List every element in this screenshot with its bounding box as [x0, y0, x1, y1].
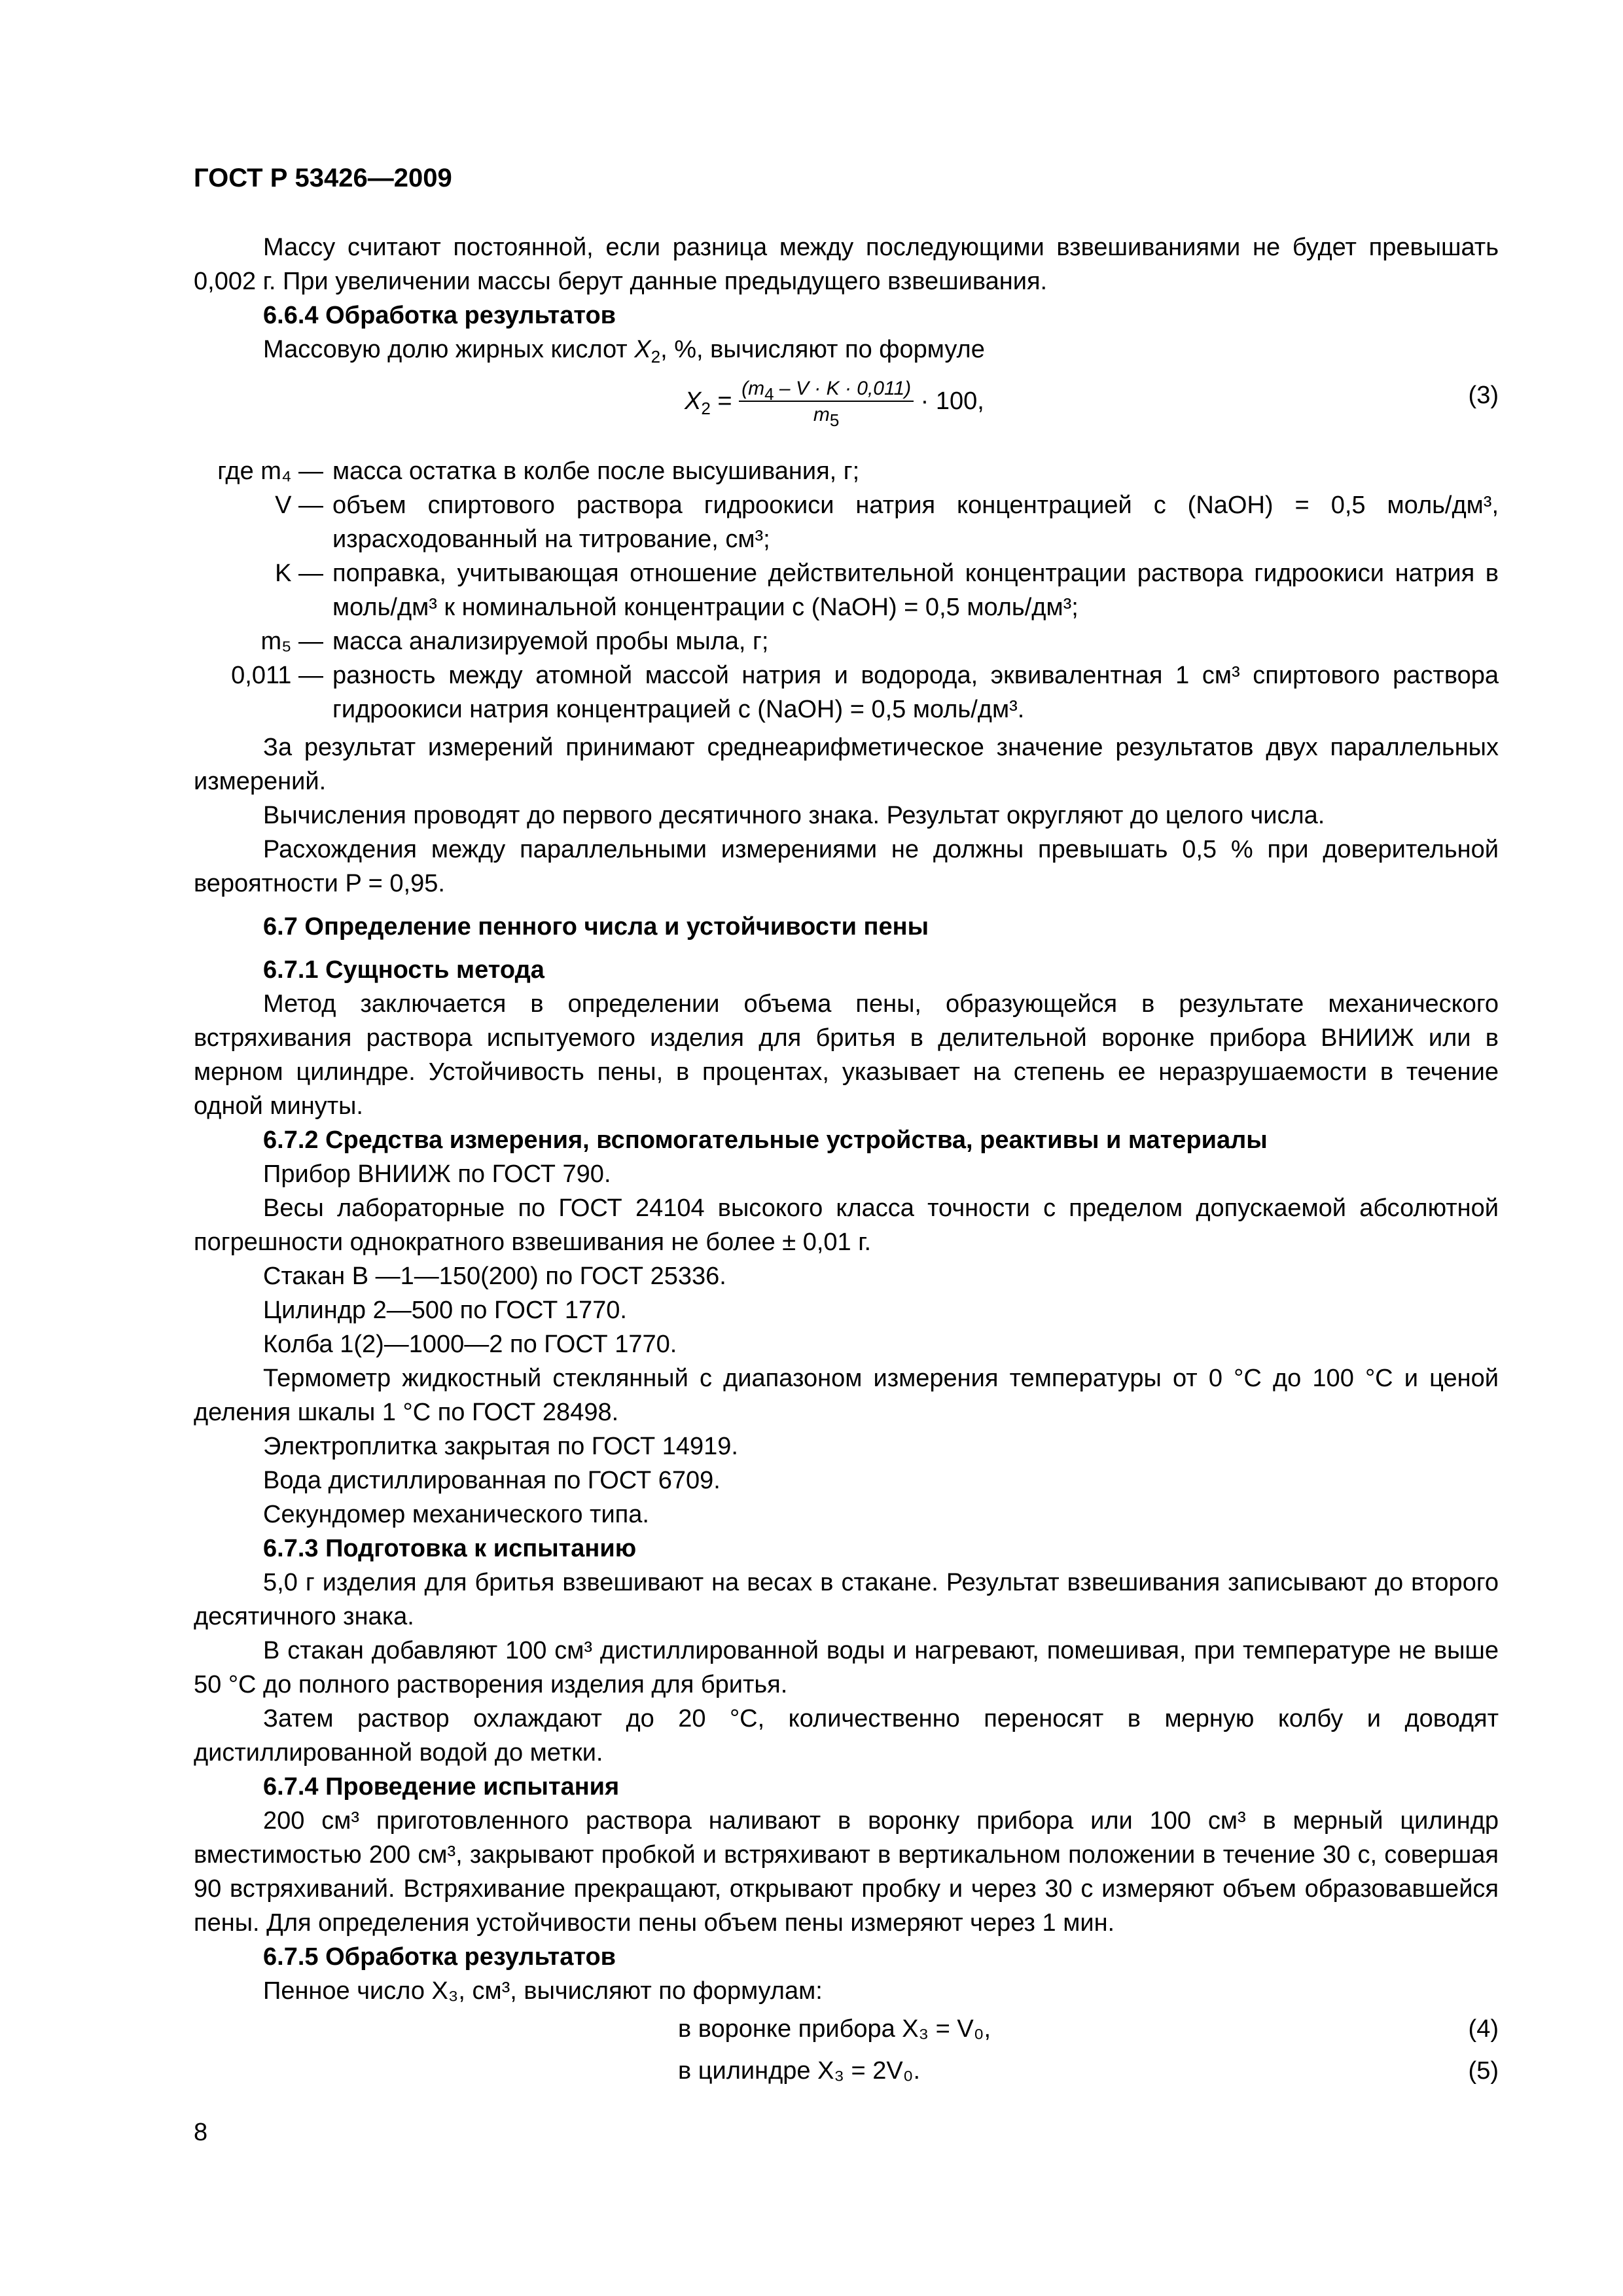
list-item: Прибор ВНИИЖ по ГОСТ 790. [263, 1160, 611, 1188]
variable-description: разность между атомной массой натрия и водорода, эквивалентная 1 см³ спиртового раствора гидроокиси натрия концентрацией c (NaOH) = 0,5 моль/дм³. [332, 662, 1499, 723]
variable-definitions [192, 454, 1499, 726]
formula-3-body: $X_2$ = $\frac{(m_4 - V \cdot K \cdot 0,011)}{m_5}$ · 100, [685, 378, 984, 430]
paragraph: 5,0 г изделия для бритья взвешивают на весах в стакане. Результат взвешивания записывают до второго десятичного знака. [194, 1569, 1499, 1630]
list-item: Секундомер механического типа. [263, 1501, 649, 1528]
list-item: Цилиндр 2—500 по ГОСТ 1770. [263, 1297, 627, 1324]
formula-5 [194, 2050, 1499, 2092]
section-heading-6-7-4: 6.7.4 Проведение испытания [263, 1773, 620, 1801]
section-heading-6-7-1: 6.7.1 Сущность метода [263, 956, 544, 984]
equation-number: (5) [1468, 2057, 1499, 2085]
list-item: Колба 1(2)—1000—2 по ГОСТ 1770. [263, 1331, 677, 1358]
document-body [194, 230, 1499, 2092]
variable-description: масса остатка в колбе после высушивания, г; [332, 457, 860, 485]
paragraph: Расхождения между параллельными измерениями не должны превышать 0,5 % при доверительной вероятности P = 0,95. [194, 836, 1499, 897]
variable-symbol: 0,011 — [231, 662, 323, 689]
list-item: Весы лабораторные по ГОСТ 24104 высокого класса точности с пределом допускаемой абсолютной погрешности однократного взвешивания не более ± 0,01 г. [194, 1194, 1499, 1256]
list-item: Стакан В —1—150(200) по ГОСТ 25336. [263, 1263, 726, 1290]
paragraph: За результат измерений принимают среднеарифметическое значение результатов двух параллельных измерений. [194, 734, 1499, 795]
paragraph: В стакан добавляют 100 см³ дистиллированной воды и нагревают, помешивая, при температуре не выше 50 °С до полного растворения изделия для бритья. [194, 1637, 1499, 1698]
variable-symbol: где m₄ — [217, 457, 323, 485]
fraction-numerator: $(m_4 - V \cdot K \cdot 0,011)$ [739, 377, 914, 402]
list-item: Термометр жидкостный стеклянный с диапазоном измерения температуры от 0 °С до 100 °С и ценой деления шкалы 1 °С по ГОСТ 28498. [194, 1365, 1499, 1426]
variable-symbol: V — [275, 492, 323, 519]
section-heading-6-7-3: 6.7.3 Подготовка к испытанию [263, 1535, 637, 1562]
variable-description: масса анализируемой пробы мыла, г; [332, 628, 769, 655]
paragraph: Метод заключается в определении объема пены, образующейся в результате механического встряхивания раствора испытуемого изделия для бритья в делительной воронке прибора ВНИИЖ или в мерном цилиндре. Устойчивость пены, в процентах, указывает на степень ее неразрушаемости в течение одной минуты. [194, 990, 1499, 1120]
list-item: Вода дистиллированная по ГОСТ 6709. [263, 1467, 721, 1494]
variable-symbol: m₅ — [260, 628, 323, 655]
paragraph: Затем раствор охлаждают до 20 °С, количественно переносят в мерную колбу и доводят дистиллированной водой до метки. [194, 1705, 1499, 1767]
section-heading-6-7: 6.7 Определение пенного числа и устойчивости пены [263, 913, 929, 941]
formula-fraction [739, 377, 914, 428]
formula-4 [194, 2008, 1499, 2050]
paragraph: 200 см³ приготовленного раствора наливают в воронку прибора или 100 см³ в мерный цилиндр вместимостью 200 см³, закрывают пробкой и встряхивают в вертикальном положении в течение 30 с, совершая 90 встряхиваний. Встряхивание прекращают, открывают пробку и через 30 с измеряют объем образовавшейся пены. Для определения устойчивости пены объем пены измеряют через 1 мин. [194, 1807, 1499, 1937]
variable-description: объем спиртового раствора гидроокиси натрия концентрацией c (NaOH) = 0,5 моль/дм³, израсходованный на титрование, см³; [332, 492, 1499, 553]
section-heading-6-6-4: 6.6.4 Обработка результатов [263, 302, 616, 329]
variable-description: поправка, учитывающая отношение действительной концентрации раствора гидроокиси натрия в моль/дм³ к номинальной концентрации c (NaOH) = 0,5 моль/дм³; [332, 560, 1499, 621]
equation-number: (3) [1468, 382, 1499, 409]
section-heading-6-7-5: 6.7.5 Обработка результатов [263, 1943, 616, 1971]
formula-4-body: в воронке прибора X₃ = V₀, [678, 2015, 991, 2043]
formula-3 [194, 373, 1499, 445]
page-number: 8 [194, 2119, 208, 2146]
section-heading-6-7-2: 6.7.2 Средства измерения, вспомогательные устройства, реактивы и материалы [263, 1126, 1268, 1154]
fraction-denominator: $m_5$ [813, 404, 840, 430]
paragraph: Массовую долю жирных кислот $X_2$, %, вычисляют по формуле [263, 336, 985, 367]
paragraph: Вычисления проводят до первого десятичного знака. Результат округляют до целого числа. [263, 802, 1325, 829]
list-item: Электроплитка закрытая по ГОСТ 14919. [263, 1433, 738, 1460]
paragraph: Пенное число X₃, см³, вычисляют по формулам: [263, 1977, 823, 2005]
variable-symbol: K — [275, 560, 323, 587]
equation-number: (4) [1468, 2015, 1499, 2043]
document-header: ГОСТ Р 53426—2009 [194, 164, 452, 192]
formula-5-body: в цилиндре X₃ = 2V₀. [678, 2057, 921, 2085]
paragraph: Массу считают постоянной, если разница между последующими взвешиваниями не будет превышать 0,002 г. При увеличении массы берут данные предыдущего взвешивания. [194, 234, 1499, 295]
